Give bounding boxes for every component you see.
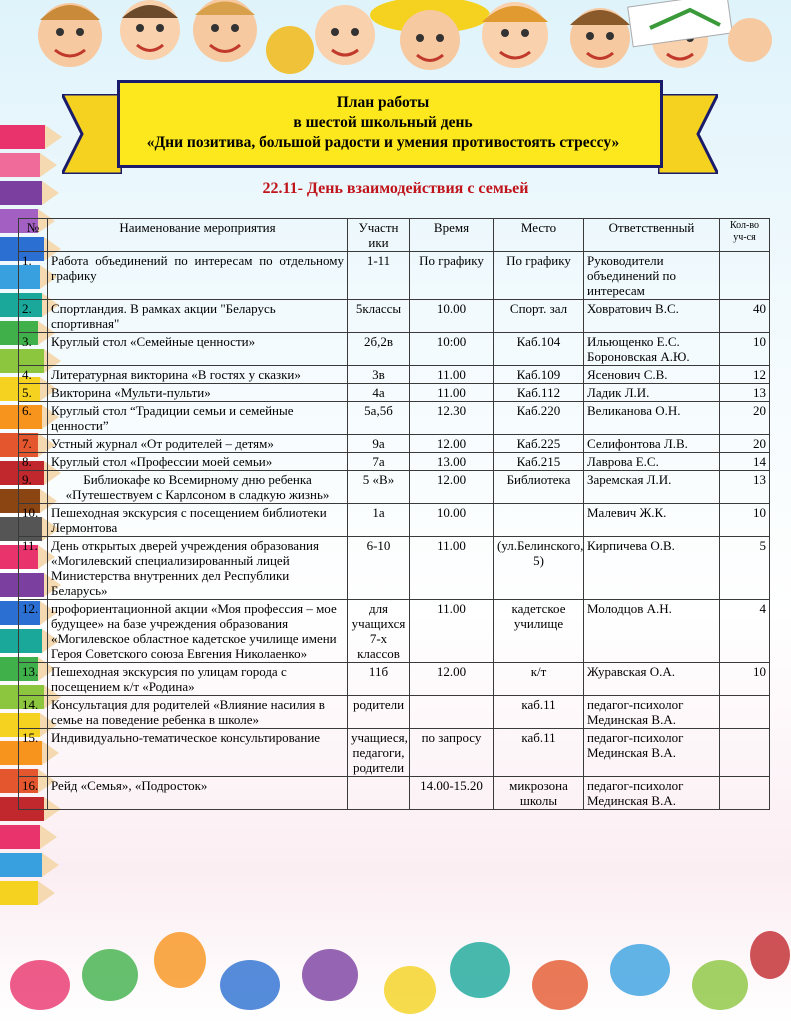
row-time: 11.00 xyxy=(410,384,494,402)
row-name: Индивидуально-тематическое консультирование xyxy=(48,729,348,777)
row-responsible: педагог-психолог Мединская В.А. xyxy=(584,729,720,777)
children-illustration xyxy=(0,0,791,80)
row-responsible: педагог-психолог Мединская В.А. xyxy=(584,696,720,729)
row-count: 5 xyxy=(720,537,770,600)
row-name: Библиокафе ко Всемирному дню ребенка «Путешествуем с Карлсоном в сладкую жизнь» xyxy=(48,471,348,504)
row-count: 13 xyxy=(720,471,770,504)
row-time: 12.00 xyxy=(410,435,494,453)
banner-ribbon-right xyxy=(658,94,718,174)
row-name: Устный журнал «От родителей – детям» xyxy=(48,435,348,453)
row-count: 10 xyxy=(720,333,770,366)
row-num: 12. xyxy=(19,600,48,663)
row-responsible: Великанова О.Н. xyxy=(584,402,720,435)
table-row xyxy=(19,471,770,504)
row-count: 10 xyxy=(720,504,770,537)
row-participants: 5а,5б xyxy=(348,402,410,435)
row-count: 20 xyxy=(720,435,770,453)
title-line-3: «Дни позитива, большой радости и умения противостоять стрессу» xyxy=(146,134,620,151)
handprints-illustration xyxy=(0,915,791,1024)
row-count: 14 xyxy=(720,453,770,471)
row-num: 6. xyxy=(19,402,48,435)
row-num: 16. xyxy=(19,777,48,810)
row-count: 40 xyxy=(720,300,770,333)
row-place: Библиотека xyxy=(494,471,584,504)
row-count xyxy=(720,696,770,729)
row-count: 13 xyxy=(720,384,770,402)
row-name: Викторина «Мульти-пульти» xyxy=(48,384,348,402)
table-row xyxy=(19,366,770,384)
row-name: Круглый стол “Традиции семьи и семейные ценности” xyxy=(48,402,348,435)
row-count: 10 xyxy=(720,663,770,696)
header-place: Место xyxy=(494,219,584,252)
row-time: 11.00 xyxy=(410,600,494,663)
row-name: Спортландия. В рамках акции "Беларусь спортивная" xyxy=(48,300,348,333)
row-place: к/т xyxy=(494,663,584,696)
row-place: кадетское училище xyxy=(494,600,584,663)
row-name: Круглый стол «Семейные ценности» xyxy=(48,333,348,366)
table-row xyxy=(19,537,770,600)
row-participants: для учащихся 7-х классов xyxy=(348,600,410,663)
table-row xyxy=(19,333,770,366)
row-place: Каб.220 xyxy=(494,402,584,435)
row-place: микрозона школы xyxy=(494,777,584,810)
row-time: 11.00 xyxy=(410,537,494,600)
row-participants: 11б xyxy=(348,663,410,696)
row-participants: 4а xyxy=(348,384,410,402)
row-participants: 2б,2в xyxy=(348,333,410,366)
table-row xyxy=(19,777,770,810)
row-num: 2. xyxy=(19,300,48,333)
row-time xyxy=(410,696,494,729)
row-responsible: Лаврова Е.С. xyxy=(584,453,720,471)
row-num: 14. xyxy=(19,696,48,729)
row-name: профориентационной акции «Моя профессия – мое будущее» на базе учреждения образования «Могилевское областное кадетское училище имени Героя Советского союза Евгения Николаенко» xyxy=(48,600,348,663)
row-place xyxy=(494,504,584,537)
row-participants: учащиеся, педагоги, родители xyxy=(348,729,410,777)
row-time: 10.00 xyxy=(410,504,494,537)
table-row xyxy=(19,696,770,729)
row-participants: 7а xyxy=(348,453,410,471)
row-num: 8. xyxy=(19,453,48,471)
row-responsible: Кирпичева О.В. xyxy=(584,537,720,600)
row-count xyxy=(720,777,770,810)
table-row xyxy=(19,402,770,435)
row-time: 12.00 xyxy=(410,663,494,696)
row-time: По графику xyxy=(410,252,494,300)
row-participants xyxy=(348,777,410,810)
row-name: Круглый стол «Профессии моей семьи» xyxy=(48,453,348,471)
row-participants: 1а xyxy=(348,504,410,537)
row-time: 12.00 xyxy=(410,471,494,504)
row-participants: родители xyxy=(348,696,410,729)
row-participants: 1-11 xyxy=(348,252,410,300)
title-line-2: в шестой школьный день xyxy=(293,114,473,131)
header-time: Время xyxy=(410,219,494,252)
row-name: Литературная викторина «В гостях у сказки» xyxy=(48,366,348,384)
header-responsible: Ответственный xyxy=(584,219,720,252)
row-name: Пешеходная экскурсия по улицам города с посещением к/т «Родина» xyxy=(48,663,348,696)
day-subtitle: 22.11- День взаимодействия с семьей xyxy=(262,180,529,197)
row-responsible: Ладик Л.И. xyxy=(584,384,720,402)
table-row xyxy=(19,252,770,300)
row-time: 13.00 xyxy=(410,453,494,471)
row-count xyxy=(720,252,770,300)
table-row xyxy=(19,384,770,402)
row-place: Спорт. зал xyxy=(494,300,584,333)
row-num: 10. xyxy=(19,504,48,537)
row-participants: 3в xyxy=(348,366,410,384)
row-name: День открытых дверей учреждения образования «Могилевский специализированный лицей Министерства внутренних дел Республики Беларусь» xyxy=(48,537,348,600)
table-row xyxy=(19,435,770,453)
table-row xyxy=(19,729,770,777)
row-num: 1. xyxy=(19,252,48,300)
row-responsible: Заремская Л.И. xyxy=(584,471,720,504)
row-name: Консультация для родителей «Влияние насилия в семье на поведение ребенка в школе» xyxy=(48,696,348,729)
row-responsible: Руководители объединений по интересам xyxy=(584,252,720,300)
header-num: № xyxy=(19,219,48,252)
row-num: 3. xyxy=(19,333,48,366)
row-place: Каб.215 xyxy=(494,453,584,471)
row-place: Каб.225 xyxy=(494,435,584,453)
row-responsible: Журавская О.А. xyxy=(584,663,720,696)
row-time: 10.00 xyxy=(410,300,494,333)
table-row xyxy=(19,504,770,537)
row-num: 11. xyxy=(19,537,48,600)
events-table xyxy=(18,218,770,810)
table-header-row xyxy=(19,219,770,252)
row-participants: 5классы xyxy=(348,300,410,333)
row-participants: 5 «В» xyxy=(348,471,410,504)
row-place: По графику xyxy=(494,252,584,300)
row-num: 5. xyxy=(19,384,48,402)
row-num: 9. xyxy=(19,471,48,504)
row-time: 14.00-15.20 xyxy=(410,777,494,810)
header-count: Кол-во уч-ся xyxy=(720,219,770,252)
row-responsible: Ильющенко Е.С. Бороновская А.Ю. xyxy=(584,333,720,366)
table-row xyxy=(19,663,770,696)
row-place: Каб.112 xyxy=(494,384,584,402)
row-place: каб.11 xyxy=(494,696,584,729)
row-responsible: Ховратович В.С. xyxy=(584,300,720,333)
row-participants: 6-10 xyxy=(348,537,410,600)
row-num: 7. xyxy=(19,435,48,453)
row-place: каб.11 xyxy=(494,729,584,777)
title-line-1: План работы xyxy=(336,94,430,111)
row-time: 12.30 xyxy=(410,402,494,435)
row-time: 11.00 xyxy=(410,366,494,384)
header-participants: Участн ики xyxy=(348,219,410,252)
row-num: 15. xyxy=(19,729,48,777)
row-place: Каб.104 xyxy=(494,333,584,366)
row-time: 10:00 xyxy=(410,333,494,366)
row-name: Рейд «Семья», «Подросток» xyxy=(48,777,348,810)
row-responsible: Ясенович С.В. xyxy=(584,366,720,384)
table-row xyxy=(19,600,770,663)
row-place: (ул.Белинского, 5) xyxy=(494,537,584,600)
row-name: Работа объединений по интересам по отдельному графику xyxy=(48,252,348,300)
row-num: 4. xyxy=(19,366,48,384)
row-place: Каб.109 xyxy=(494,366,584,384)
row-time: по запросу xyxy=(410,729,494,777)
row-name: Пешеходная экскурсия с посещением библиотеки Лермонтова xyxy=(48,504,348,537)
row-count xyxy=(720,729,770,777)
row-count: 20 xyxy=(720,402,770,435)
row-responsible: Молодцов А.Н. xyxy=(584,600,720,663)
row-count: 4 xyxy=(720,600,770,663)
row-participants: 9а xyxy=(348,435,410,453)
row-num: 13. xyxy=(19,663,48,696)
header-name: Наименование мероприятия xyxy=(48,219,348,252)
row-count: 12 xyxy=(720,366,770,384)
row-responsible: педагог-психолог Мединская В.А. xyxy=(584,777,720,810)
row-responsible: Селифонтова Л.В. xyxy=(584,435,720,453)
table-row xyxy=(19,453,770,471)
page-title xyxy=(100,93,666,153)
row-responsible: Малевич Ж.К. xyxy=(584,504,720,537)
table-row xyxy=(19,300,770,333)
